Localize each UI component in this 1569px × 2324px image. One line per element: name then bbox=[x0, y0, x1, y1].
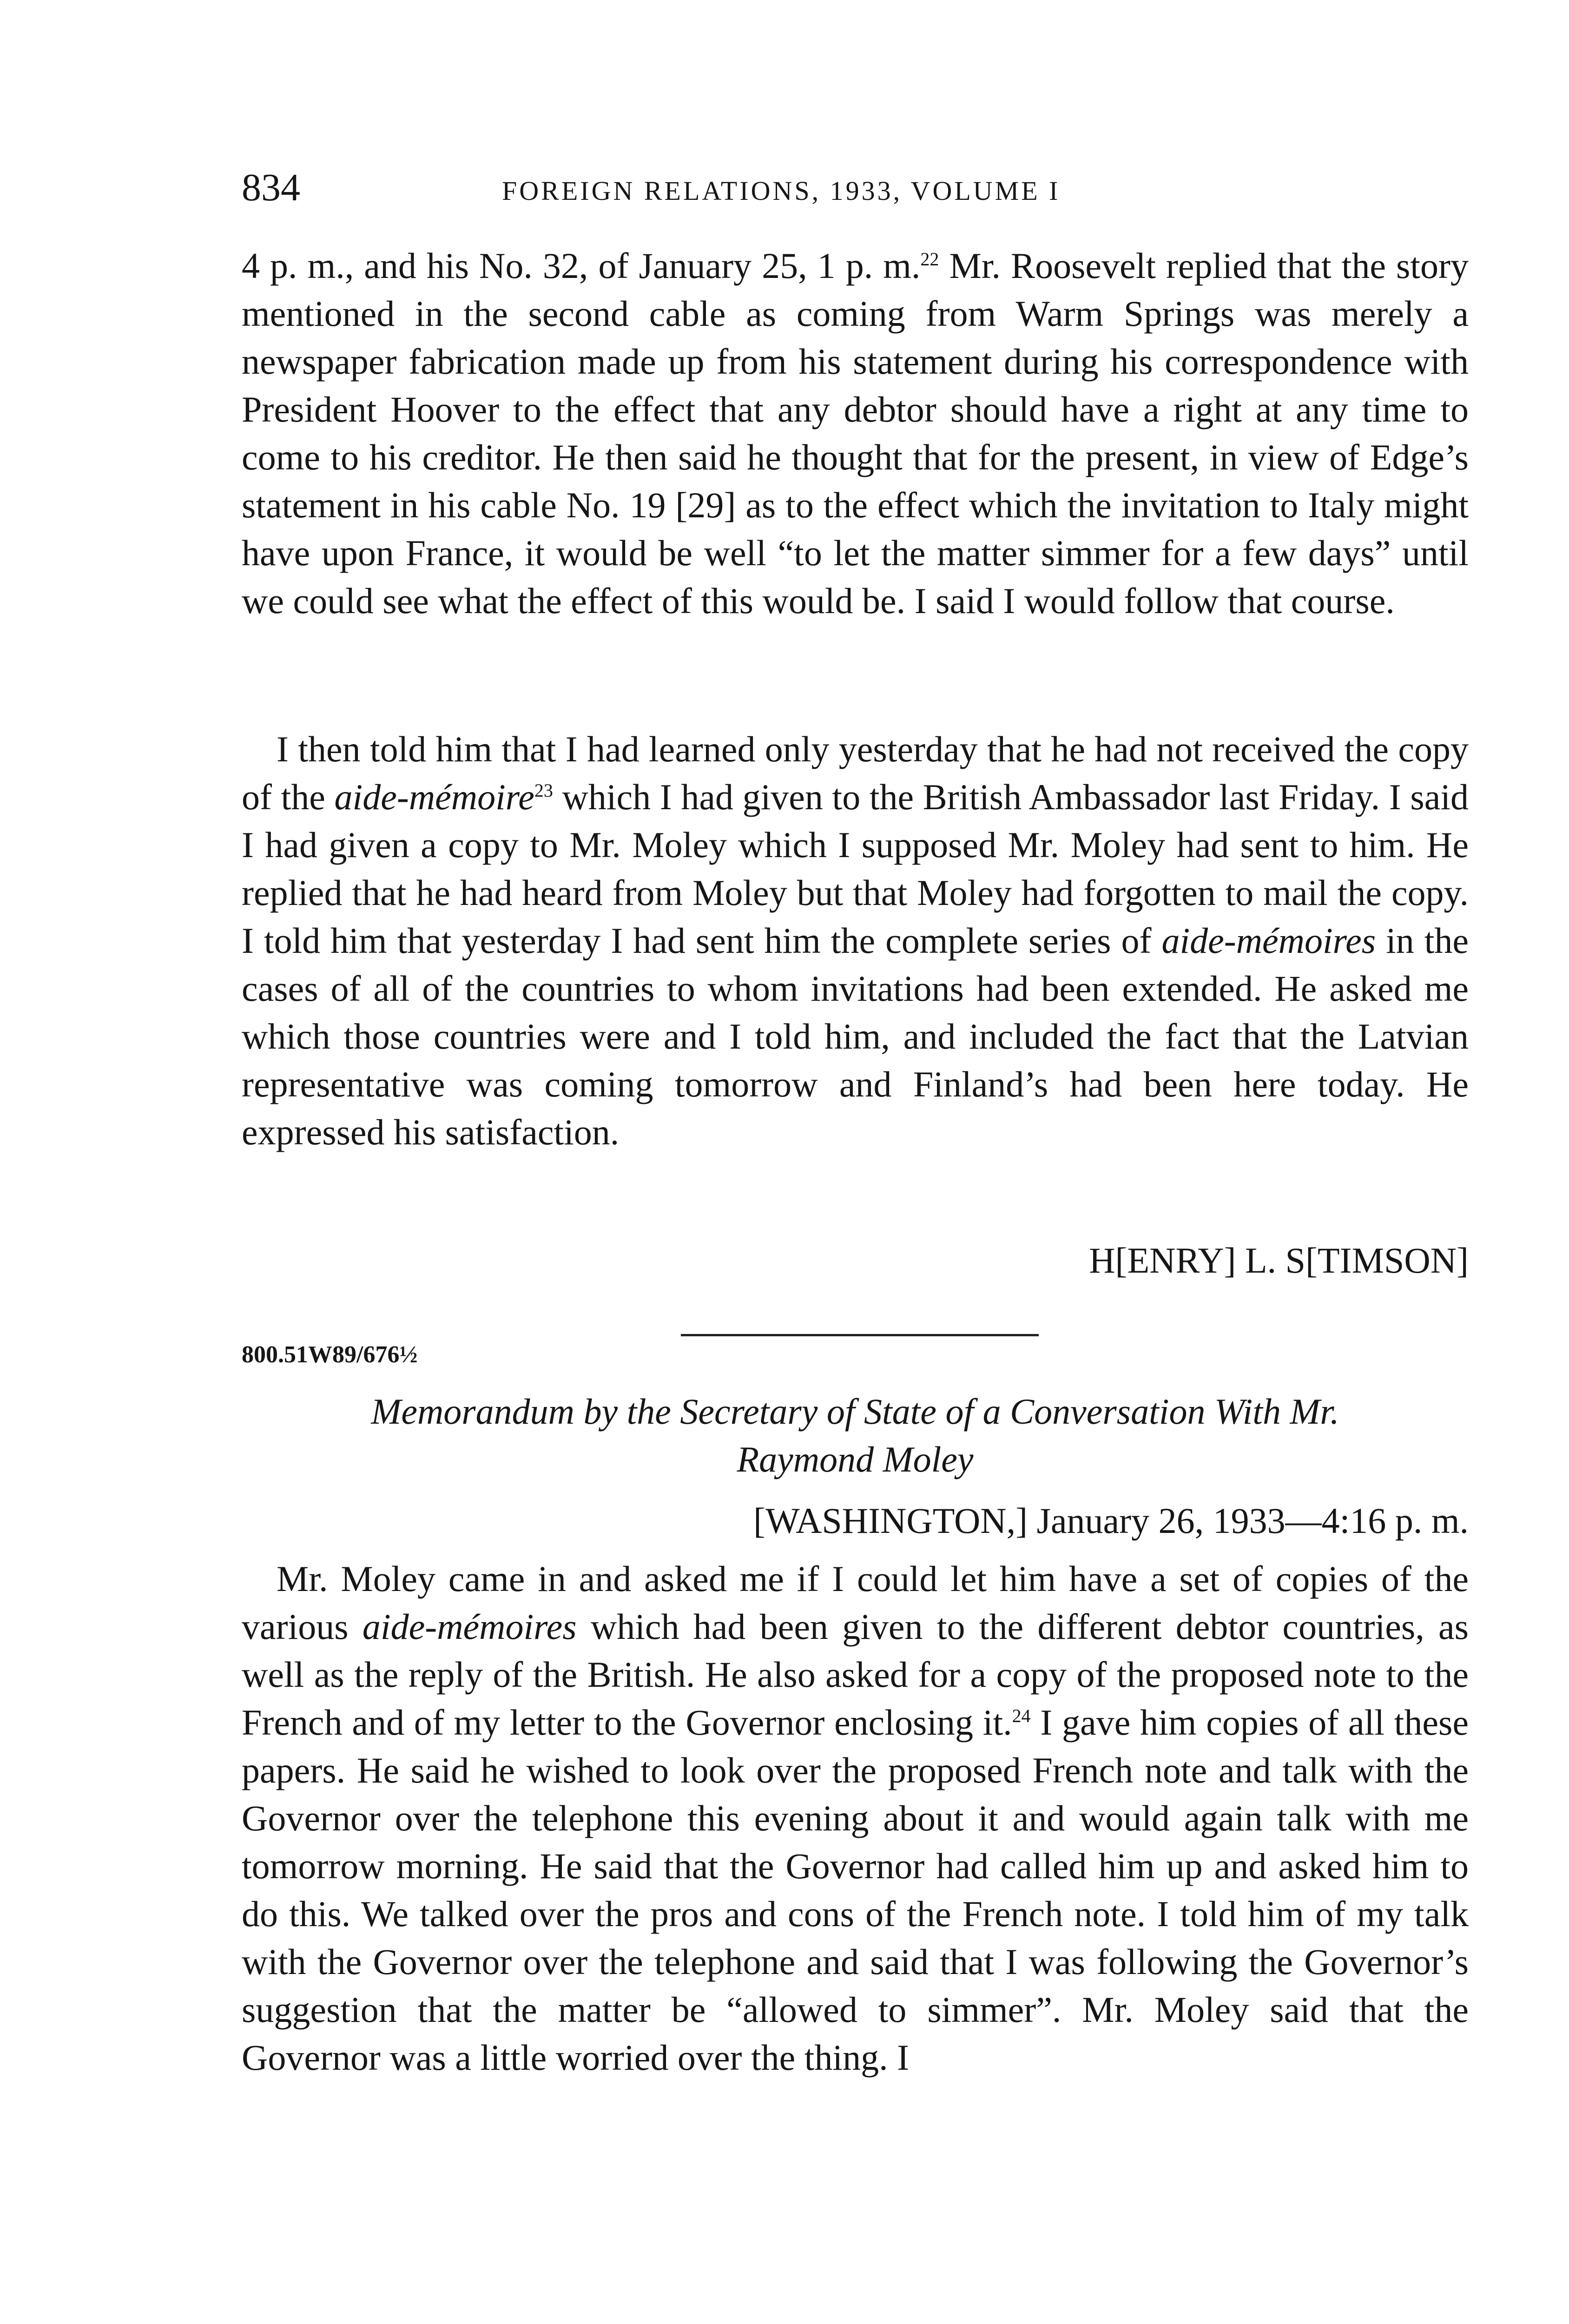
title-line-2: Raymond Moley bbox=[737, 1439, 974, 1479]
section-divider bbox=[681, 1334, 1039, 1336]
file-number: 800.51W89/676½ bbox=[242, 1341, 418, 1368]
p3-text-start: Mr. Moley came in and asked me if I could let him have a set of copies of the various bbox=[242, 1558, 1469, 1647]
signature: H[ENRY] L. S[TIMSON] bbox=[1089, 1240, 1469, 1281]
p3-text-middle: which had been given to the different debtor countries, as well as the reply of the British. He also asked for a copy of the proposed note to the French and of my letter to the Governor enclosing it. bbox=[242, 1606, 1469, 1743]
p2-text-middle: which I had given to the British Ambassador last Friday. I said I had given a copy to Mr. Moley which I supposed Mr. Moley had sent to him. He replied that he had heard from Moley but that Moley had forgotten to mail the copy. I told him that yesterday I had sent him the complete series of bbox=[242, 777, 1469, 961]
p2-text-end: in the cases of all of the countries to whom invitations had been extended. He asked me which those countries were and I told him, and included the fact that the Latvian representative was coming tomorrow and Finland’s had been here today. He expressed his satisfaction. bbox=[242, 920, 1469, 1152]
paragraph-1 bbox=[242, 242, 1469, 625]
paragraph-2 bbox=[242, 725, 1469, 1156]
p2-text-start: I then told him that I had learned only yesterday that he had not received the copy of the bbox=[242, 729, 1469, 817]
footnote-ref-24: 24 bbox=[1012, 1705, 1031, 1726]
paragraph-3 bbox=[242, 1555, 1469, 2081]
p2-italic-aide-memoires: aide-mémoires bbox=[1161, 920, 1376, 961]
p1-text-start: 4 p. m., and his No. 32, of January 25, 1 p. m. bbox=[242, 245, 921, 286]
page-header bbox=[242, 165, 1469, 216]
dateline: [WASHINGTON,] January 26, 1933—4:16 p. m. bbox=[753, 1500, 1469, 1541]
p3-text-end: I gave him copies of all these papers. He said he wished to look over the proposed French note and talk with the Governor over the telephone this evening about it and would again talk with me tomorrow morning. He said that the Governor had called him up and asked him to do this. We talked over the pros and cons of the French note. I told him of my talk with the Governor over the telephone and said that I was following the Governor’s suggestion that the matter be “allowed to simmer”. Mr. Moley said that the Governor was a little worried over the thing. I bbox=[242, 1702, 1469, 2078]
p2-italic-aide-memoire: aide-mémoire bbox=[334, 777, 534, 817]
p1-text-rest: Mr. Roosevelt replied that the story mentioned in the second cable as coming from Warm Springs was merely a newspaper fabrication made up from his statement during his correspondence with President Hoover to the effect that any debtor should have a right at any time to come to his creditor. He then said he thought that for the present, in view of Edge’s statement in his cable No. 19 [29] as to the effect which the invitation to Italy might have upon France, it would be well “to let the matter simmer for a few days” until we could see what the effect of this would be. I said I would follow that course. bbox=[242, 245, 1469, 621]
p3-italic-aide-memoires: aide-mémoires bbox=[362, 1606, 577, 1647]
footnote-ref-23: 23 bbox=[534, 780, 553, 801]
title-line-1: Memorandum by the Secretary of State of a Conversation With Mr. bbox=[371, 1391, 1339, 1432]
footnote-ref-22: 22 bbox=[920, 249, 939, 270]
memorandum-title bbox=[242, 1387, 1469, 1483]
page-number: 834 bbox=[242, 166, 300, 209]
running-head: FOREIGN RELATIONS, 1933, VOLUME I bbox=[502, 176, 1061, 206]
